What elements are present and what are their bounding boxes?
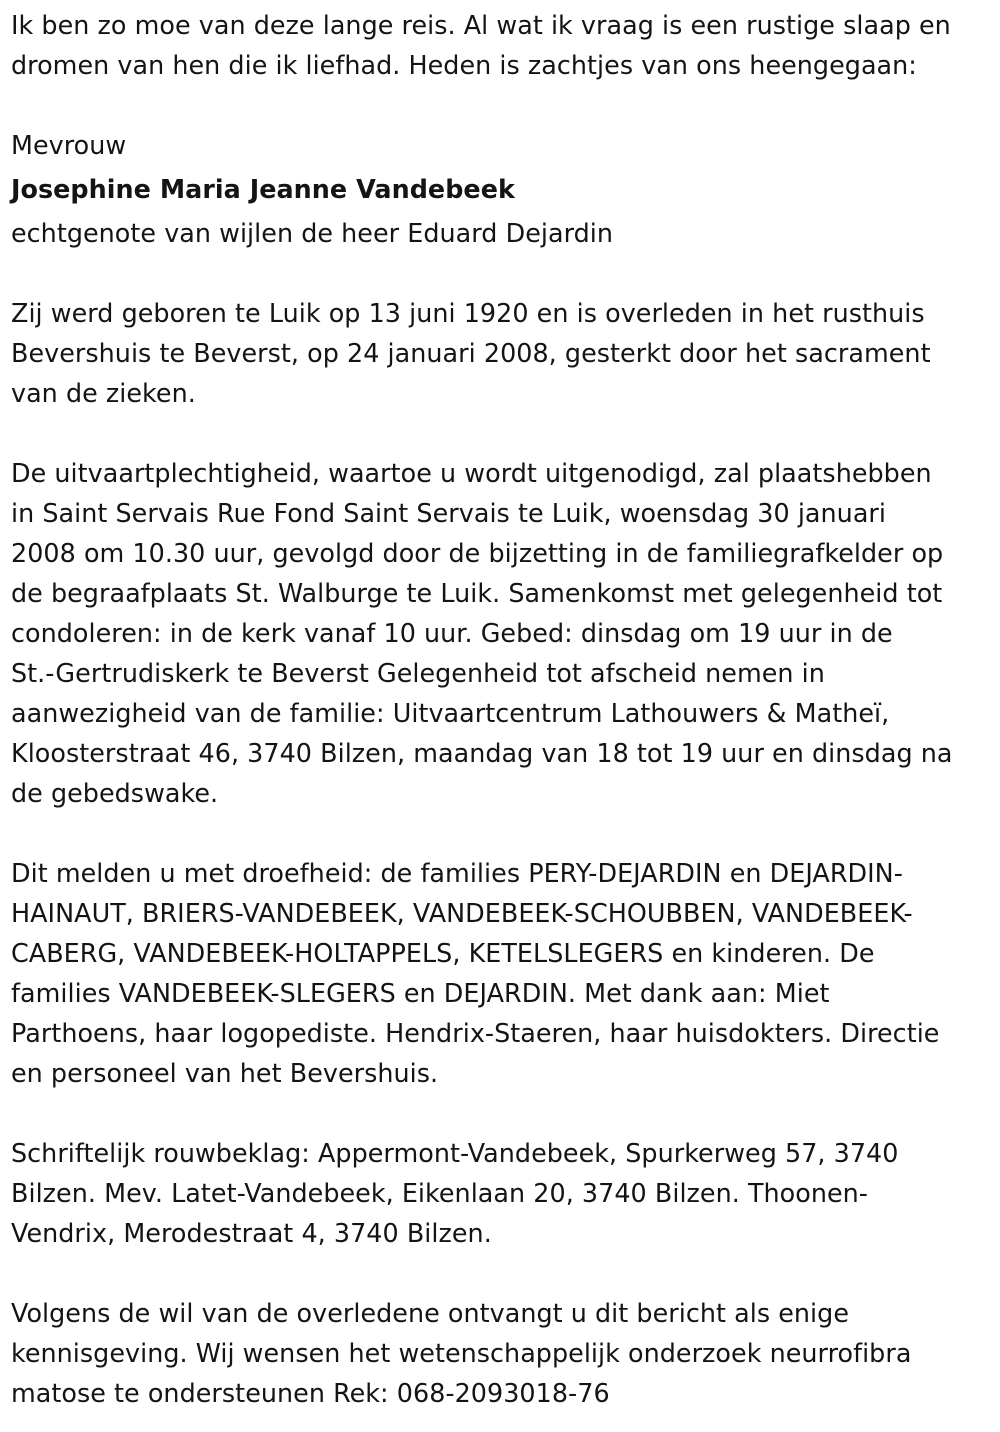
opening-paragraph: Ik ben zo moe van deze lange reis. Al wat ik vraag is een rustige slaap en dromen van hen die ik liefhad. Heden is zachtjes van ons heengegaan: <box>11 10 951 80</box>
condolences-paragraph: Schriftelijk rouwbeklag: Appermont-Vandebeek, Spurkerweg 57, 3740 Bilzen. Mev. Latet-Vandebeek, Eikenlaan 20, 3740 Bilzen. Thoonen- Vendrix, Merodestraat 4, 3740 Bilzen. <box>11 1138 899 1248</box>
announcement-paragraph: Dit melden u met droefheid: de families PERY-DEJARDIN en DEJARDIN- HAINAUT, BRIERS-VANDEBEEK, VANDEBEEK-SCHOUBBEN, VANDEBEEK- CABERG, VANDEBEEK-HOLTAPPELS, KETELSLEGERS en kinderen. De families VANDEBEEK-SLEGERS en DEJARDIN. Met dank aan: Miet Parthoens, haar logopediste. Hendrix-Staeren, haar huisdokters. Directie en personeel van het Bevershuis. <box>11 858 940 1088</box>
salutation: Mevrouw <box>11 130 127 160</box>
birth-death-paragraph: Zij werd geboren te Luik op 13 juni 1920 en is overleden in het rusthuis Bevershuis te Beverst, op 24 januari 2008, gesterkt door het sacrament van de zieken. <box>11 298 931 408</box>
obituary-notice <box>11 5 993 1413</box>
spouse-line: echtgenote van wijlen de heer Eduard Dejardin <box>11 218 614 248</box>
deceased-name: Josephine Maria Jeanne Vandebeek <box>11 174 515 204</box>
ceremony-paragraph: De uitvaartplechtigheid, waartoe u wordt uitgenodigd, zal plaatshebben in Saint Servais Rue Fond Saint Servais te Luik, woensdag 30 januari 2008 om 10.30 uur, gevolgd door de bijzetting in de familiegrafkelder op de begraafplaats St. Walburge te Luik. Samenkomst met gelegenheid tot condoleren: in de kerk vanaf 10 uur. Gebed: dinsdag om 19 uur in de St.-Gertrudiskerk te Beverst Gelegenheid tot afscheid nemen in aanwezigheid van de familie: Uitvaartcentrum Lathouwers & Matheï, Kloosterstraat 46, 3740 Bilzen, maandag van 18 tot 19 uur en dinsdag na de gebedswake. <box>11 458 953 808</box>
closing-paragraph: Volgens de wil van de overledene ontvangt u dit bericht als enige kennisgeving. Wij wensen het wetenschappelijk onderzoek neurrofibra matose te ondersteunen Rek: 068-2093018-76 <box>11 1298 912 1408</box>
